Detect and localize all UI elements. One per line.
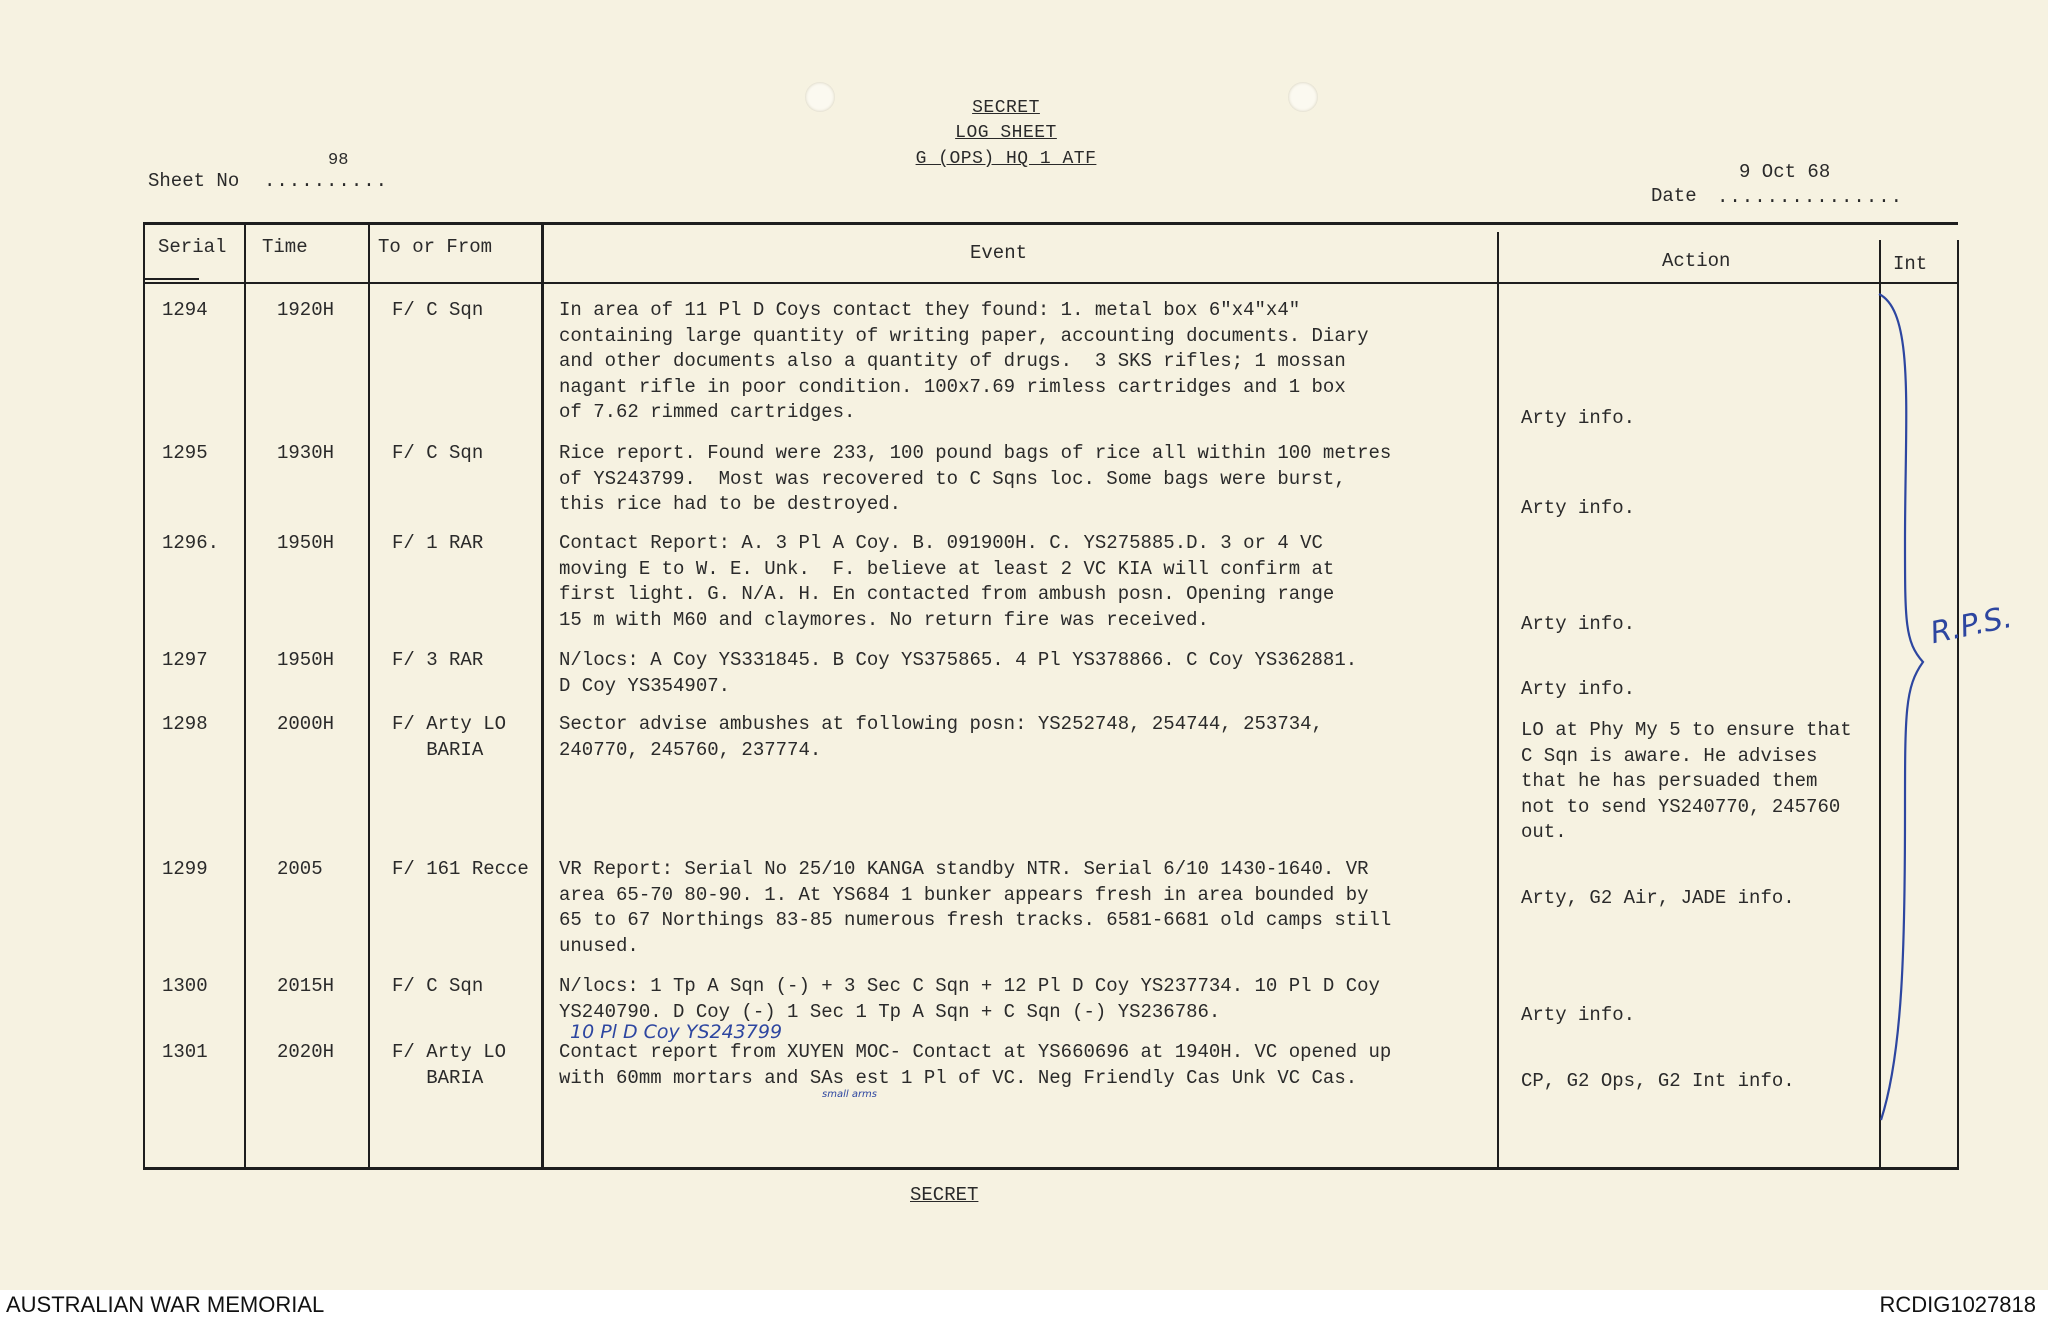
row-to-from: F/ Arty LO BARIA — [392, 713, 507, 761]
classification-footer: SECRET — [910, 1184, 979, 1206]
col-header-action: Action — [1662, 250, 1731, 272]
row-action: Arty info. — [1521, 678, 1636, 700]
col-header-time: Time — [262, 236, 308, 258]
row-serial: 1295 — [162, 442, 208, 464]
row-action: LO at Phy My 5 to ensure that C Sqn is aware. He advises that he has persuaded them not to send YS240770, 245760 out. — [1521, 719, 1852, 843]
row-time: 2020H — [277, 1041, 335, 1063]
col-border — [541, 222, 544, 1170]
row-action: Arty info. — [1521, 497, 1636, 519]
row-event: N/locs: A Coy YS331845. B Coy YS375865. 4 Pl YS378866. C Coy YS362881. D Coy YS354907. — [559, 649, 1358, 697]
row-time: 1950H — [277, 532, 335, 554]
row-to-from: F/ C Sqn — [392, 975, 484, 997]
row-event: N/locs: 1 Tp A Sqn (-) + 3 Sec C Sqn + 12 Pl D Coy YS237734. 10 Pl D Coy YS240790. D Coy (-) 1 Sec 1 Tp A Sqn + C Sqn (-) YS236786. — [559, 975, 1380, 1023]
row-serial: 1301 — [162, 1041, 208, 1063]
table-top-border — [143, 222, 1958, 225]
sheet-number-value: 98 — [328, 151, 349, 170]
row-to-from: F/ C Sqn — [392, 299, 484, 321]
table-bottom-border — [143, 1167, 1958, 1170]
row-to-from: F/ Arty LO BARIA — [392, 1041, 507, 1089]
header-underline — [143, 278, 199, 280]
row-to-from: F/ C Sqn — [392, 442, 484, 464]
row-serial: 1298 — [162, 713, 208, 735]
archive-id: RCDIG1027818 — [1879, 1292, 2036, 1317]
row-to-from: F/ 161 Recce — [392, 858, 529, 880]
row-to-from: F/ 3 RAR — [392, 649, 484, 671]
sheet-title: LOG SHEET — [955, 123, 1057, 143]
row-event: Sector advise ambushes at following posn: YS252748, 254744, 253734, 240770, 245760, 237774. — [559, 713, 1323, 761]
row-event: Contact Report: A. 3 Pl A Coy. B. 091900H. C. YS275885.D. 3 or 4 VC moving E to W. E. Unk. F. believe at least 2 VC KIA will confirm at first light. G. N/A. H. En contacted from ambush posn. Opening range 15 m with M60 and claymores. No return fire was received. — [559, 532, 1335, 631]
int-bracket-mark — [1875, 292, 1935, 1122]
row-action: Arty info. — [1521, 1004, 1636, 1026]
handwritten-note: 10 Pl D Coy YS243799 — [570, 1021, 783, 1043]
col-border — [1497, 232, 1499, 1170]
row-event: VR Report: Serial No 25/10 KANGA standby NTR. Serial 6/10 1430-1640. VR area 65-70 80-90. 1. At YS684 1 bunker appears fresh in area bounded by 65 to 67 Northings 83-85 numerous fresh tracks. 6581-6681 old camps still unused. — [559, 858, 1392, 957]
row-serial: 1296. — [162, 532, 220, 554]
row-time: 2005 — [277, 858, 323, 880]
handwritten-note: small arms — [822, 1089, 878, 1100]
row-action: Arty info. — [1521, 407, 1636, 429]
sheet-number-label: Sheet No — [148, 170, 240, 192]
header-divider — [143, 282, 1958, 284]
col-header-int: Int — [1893, 253, 1928, 275]
handwritten-initials: R.P.S. — [1927, 599, 2016, 652]
col-border — [244, 222, 246, 1170]
row-time: 1920H — [277, 299, 335, 321]
unit-title: G (OPS) HQ 1 ATF — [915, 149, 1097, 169]
col-border — [1957, 240, 1959, 1170]
row-serial: 1294 — [162, 299, 208, 321]
col-header-to-from: To or From — [378, 236, 493, 258]
sheet-number-dots: .......... — [264, 170, 389, 192]
row-time: 1950H — [277, 649, 335, 671]
row-time: 2000H — [277, 713, 335, 735]
row-action: Arty info. — [1521, 613, 1636, 635]
date-dots: ............... — [1717, 186, 1904, 208]
row-serial: 1297 — [162, 649, 208, 671]
row-event: Rice report. Found were 233, 100 pound bags of rice all within 100 metres of YS243799. Most was recovered to C Sqns loc. Some bags were burst, this rice had to be destroyed. — [559, 442, 1392, 515]
archive-source: AUSTRALIAN WAR MEMORIAL — [6, 1292, 325, 1317]
col-border — [368, 222, 370, 1170]
row-action: CP, G2 Ops, G2 Int info. — [1521, 1070, 1795, 1092]
col-header-serial: Serial — [158, 236, 227, 258]
row-time: 2015H — [277, 975, 335, 997]
col-header-event: Event — [970, 242, 1028, 264]
row-action: Arty, G2 Air, JADE info. — [1521, 887, 1795, 909]
row-event: Contact report from XUYEN MOC- Contact at YS660696 at 1940H. VC opened up with 60mm mortars and SAs est 1 Pl of VC. Neg Friendly Cas Unk VC Cas. — [559, 1041, 1392, 1089]
row-serial: 1299 — [162, 858, 208, 880]
row-time: 1930H — [277, 442, 335, 464]
row-to-from: F/ 1 RAR — [392, 532, 484, 554]
row-serial: 1300 — [162, 975, 208, 997]
row-event: In area of 11 Pl D Coys contact they found: 1. metal box 6"x4"x4" containing large quantity of writing paper, accounting documents. Diary and other documents also a quantity of drugs. 3 SKS rifles; 1 mossan nagant rifle in poor condition. 100x7.69 rimless cartridges and 1 box of 7.62 rimmed cartridges. — [559, 299, 1369, 423]
date-value: 9 Oct 68 — [1739, 161, 1831, 183]
date-label: Date — [1651, 185, 1697, 207]
classification-header: SECRET — [972, 98, 1040, 118]
col-border — [143, 222, 145, 1170]
